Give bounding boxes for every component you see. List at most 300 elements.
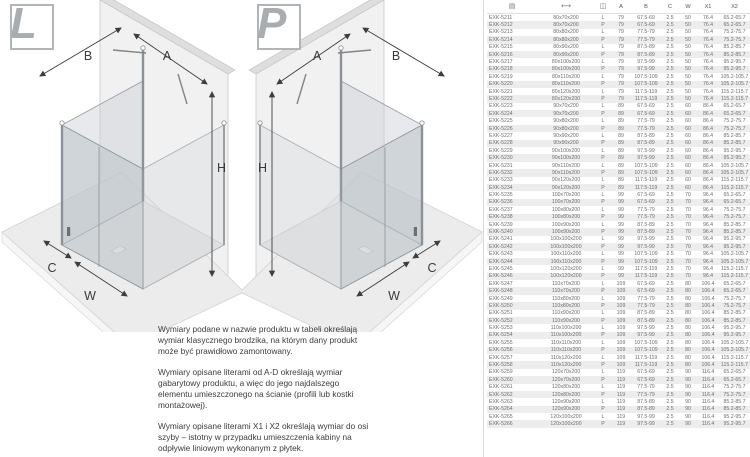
- dim-x2-cell: 65.2-65.7: [723, 192, 746, 199]
- dim-b-cell: 97.5-99: [637, 147, 655, 154]
- side-cell: L: [601, 295, 605, 302]
- dimensions-icon: ⟷: [560, 3, 572, 10]
- dim-c-cell: 2.5: [666, 118, 674, 125]
- dim-a-cell: 79: [618, 29, 624, 36]
- dim-b-cell: 117.5-119: [634, 354, 658, 361]
- dim-a-cell: 89: [618, 118, 624, 125]
- side-cell: L: [601, 132, 605, 139]
- dim-x1-cell: 106.4: [701, 302, 715, 309]
- dim-x2-cell: 115.2-115.7: [721, 273, 748, 280]
- dim-x2-cell: 65.2-65.7: [723, 376, 746, 383]
- dim-c-cell: 2.5: [666, 369, 674, 376]
- dim-c-cell: 2.5: [666, 384, 674, 391]
- dim-b-cell: 87.5-89: [637, 406, 655, 413]
- product-code-cell: EXK-5255: [489, 339, 513, 346]
- dim-x1-cell: 106.4: [701, 310, 715, 317]
- dim-x2-cell: 65.2-65.7: [723, 199, 746, 206]
- dim-w-cell: 60: [685, 125, 691, 132]
- size-cell: 90x90x200: [553, 132, 579, 139]
- dim-x1-cell: 86.4: [702, 177, 714, 184]
- size-cell: 80x80x200: [553, 29, 579, 36]
- table-row: [487, 132, 750, 139]
- right-variant-letter: P: [257, 0, 287, 48]
- dim-c-cell: 2.5: [666, 29, 674, 36]
- dim-b-cell: 97.5-99: [637, 413, 655, 420]
- dim-c-cell: 2.5: [666, 354, 674, 361]
- product-code-cell: EXK-5248: [489, 288, 513, 295]
- table-row: [487, 147, 750, 154]
- product-code-cell: EXK-5243: [489, 251, 513, 258]
- product-code-cell: EXK-5232: [489, 169, 513, 176]
- dim-c-cell: 2.5: [666, 59, 674, 66]
- dim-x1-cell: 96.4: [702, 265, 714, 272]
- table-row: [487, 273, 750, 280]
- dim-x2-cell: 115.2-115.7: [721, 88, 748, 95]
- table-row: [487, 287, 750, 294]
- dim-label-a: A: [312, 49, 322, 63]
- dim-c-cell: 2.5: [666, 81, 674, 88]
- product-code-cell: EXK-5265: [489, 413, 513, 420]
- dim-x1-cell: 106.4: [701, 280, 715, 287]
- dim-x1-cell: 96.4: [702, 229, 714, 236]
- table-row: [487, 251, 750, 258]
- product-code-cell: EXK-5224: [489, 110, 513, 117]
- product-code-cell: EXK-5256: [489, 347, 513, 354]
- dim-a-cell: 99: [618, 258, 624, 265]
- dim-b-cell: 97.5-99: [637, 66, 655, 73]
- product-code-cell: EXK-5244: [489, 258, 513, 265]
- dim-w-cell: 60: [685, 132, 691, 139]
- dim-a-cell: 79: [618, 22, 624, 29]
- dim-c-cell: 2.5: [666, 125, 674, 132]
- table-row: [487, 88, 750, 95]
- side-cell: L: [601, 310, 605, 317]
- dim-label-h: H: [257, 161, 267, 175]
- dim-a-cell: 89: [618, 162, 624, 169]
- dim-x1-cell: 86.4: [702, 140, 714, 147]
- dim-x1-cell: 116.4: [701, 391, 715, 398]
- table-row: [487, 369, 750, 376]
- dim-b-cell: 107.5-109: [634, 258, 658, 265]
- dim-a-cell: 89: [618, 147, 624, 154]
- dim-x1-cell: 76.4: [702, 44, 714, 51]
- dim-a-cell: 99: [618, 206, 624, 213]
- dim-c-cell: 2.5: [666, 214, 674, 221]
- size-cell: 80x120x200: [551, 88, 581, 95]
- dim-a-cell: 119: [616, 384, 626, 391]
- table-row: [487, 44, 750, 51]
- dim-w-cell: 50: [685, 88, 691, 95]
- dim-x1-cell: 96.4: [702, 273, 714, 280]
- table-row: [487, 169, 750, 176]
- dim-w-cell: 80: [685, 354, 691, 361]
- note-paragraph-2: Wymiary opisane literami od A-D określają wymiar gabarytowy produktu, a więc do jego najdalszego elementu umieszczonego na ścianie (profili lub kostki montażowej).: [158, 367, 354, 410]
- dim-x2-cell: 85.2-85.7: [723, 317, 746, 324]
- right-variant-badge: [257, 0, 301, 50]
- table-row: [487, 110, 750, 117]
- table-row: [487, 236, 750, 243]
- dim-x1-cell: 86.4: [702, 184, 714, 191]
- dim-x2-cell: 65.2-65.7: [723, 103, 746, 110]
- table-row: [487, 154, 750, 161]
- dim-b-cell: 77.5-79: [637, 29, 655, 36]
- product-code-cell: EXK-5241: [489, 236, 513, 243]
- product-code-cell: EXK-5218: [489, 66, 513, 73]
- dim-x2-cell: 85.2-85.7: [723, 132, 746, 139]
- dim-c-cell: 2.5: [666, 14, 674, 21]
- dim-x1-cell: 86.4: [702, 110, 714, 117]
- dim-b-cell: 97.5-99: [637, 59, 655, 66]
- dim-a-cell: 109: [616, 354, 626, 361]
- dim-x1-cell: 86.4: [702, 103, 714, 110]
- dim-c-cell: 2.5: [666, 221, 674, 228]
- product-code-cell: EXK-5258: [489, 362, 513, 369]
- product-code-cell: EXK-5239: [489, 221, 513, 228]
- side-cell: L: [601, 384, 605, 391]
- dim-x2-cell: 95.2-95.7: [723, 421, 746, 428]
- dim-x1-cell: 96.4: [702, 206, 714, 213]
- size-cell: 110x70x200: [552, 288, 580, 295]
- side-cell: P: [601, 391, 605, 398]
- size-cell: 100x100x200: [550, 236, 582, 243]
- dim-c-cell: 2.5: [666, 399, 674, 405]
- dim-c-cell: 2.5: [666, 243, 674, 250]
- dim-x1-cell: 86.4: [702, 118, 714, 125]
- dim-b-cell: 97.5-99: [637, 332, 655, 339]
- size-cell: 90x120x200: [551, 184, 581, 191]
- product-code-cell: EXK-5260: [489, 376, 513, 383]
- dim-b-cell: 87.5-89: [637, 317, 655, 324]
- dim-b-cell: 67.5-69: [637, 110, 655, 117]
- dim-c-cell: 2.5: [666, 421, 674, 428]
- size-cell: 110x80x200: [552, 302, 580, 309]
- table-row: [487, 103, 750, 110]
- dim-b-cell: 117.5-119: [634, 177, 658, 184]
- table-row: [487, 117, 750, 124]
- dim-b-cell: 117.5-119: [634, 95, 658, 102]
- col-header-b: B: [644, 3, 648, 10]
- dim-w-cell: 60: [685, 103, 691, 110]
- dim-x2-cell: 85.2-85.7: [723, 229, 746, 236]
- side-cell: P: [601, 229, 605, 236]
- dim-c-cell: 2.5: [666, 258, 674, 265]
- product-code-cell: EXK-5238: [489, 214, 513, 221]
- dim-label-w: W: [388, 289, 400, 303]
- dim-x1-cell: 96.4: [702, 214, 714, 221]
- dim-w-cell: 80: [685, 288, 691, 295]
- dim-b-cell: 97.5-99: [637, 236, 655, 243]
- dim-label-a: A: [162, 49, 172, 63]
- dim-w-cell: 70: [685, 265, 691, 272]
- dim-x1-cell: 96.4: [702, 243, 714, 250]
- product-code-cell: EXK-5227: [489, 132, 513, 139]
- col-header-x1: X1: [704, 3, 712, 10]
- dim-a-cell: 109: [616, 280, 626, 287]
- table-row: [487, 14, 750, 21]
- dim-x1-cell: 106.4: [701, 362, 715, 369]
- dim-x2-cell: 115.2-115.7: [721, 177, 748, 184]
- dim-x2-cell: 115.2-115.7: [721, 354, 748, 361]
- size-cell: 90x70x200: [553, 110, 579, 117]
- table-row: [487, 317, 750, 324]
- dim-a-cell: 89: [618, 177, 624, 184]
- dim-b-cell: 117.5-119: [634, 273, 658, 280]
- side-cell: L: [601, 14, 605, 21]
- size-cell: 110x70x200: [552, 280, 580, 287]
- dim-w-cell: 80: [685, 295, 691, 302]
- dim-w-cell: 80: [685, 302, 691, 309]
- size-cell: 110x100x200: [550, 325, 582, 332]
- dim-b-cell: 87.5-89: [637, 310, 655, 317]
- dim-x2-cell: 75.2-75.7: [723, 214, 746, 221]
- size-cell: 100x100x200: [550, 243, 582, 250]
- dim-c-cell: 2.5: [666, 206, 674, 213]
- dim-w-cell: 60: [685, 140, 691, 147]
- dim-a-cell: 89: [618, 140, 624, 147]
- dim-x1-cell: 76.4: [702, 95, 714, 102]
- dim-b-cell: 107.5-109: [634, 339, 658, 346]
- dim-b-cell: 107.5-109: [634, 347, 658, 354]
- size-cell: 110x100x200: [550, 332, 582, 339]
- side-cell: P: [601, 362, 605, 369]
- dim-w-cell: 50: [685, 36, 691, 43]
- col-header-c: C: [667, 3, 673, 10]
- size-cell: 100x110x200: [550, 251, 582, 258]
- side-cell: L: [601, 59, 605, 66]
- size-cell: 110x80x200: [552, 295, 580, 302]
- side-cell: P: [601, 376, 605, 383]
- side-cell: L: [601, 325, 605, 332]
- side-cell: P: [601, 95, 605, 102]
- size-cell: 90x120x200: [551, 177, 581, 184]
- dim-b-cell: 67.5-69: [637, 376, 655, 383]
- size-cell: 100x70x200: [551, 199, 581, 206]
- dim-c-cell: 2.5: [666, 22, 674, 29]
- dim-w-cell: 90: [685, 421, 691, 428]
- dim-x2-cell: 75.2-75.7: [723, 295, 746, 302]
- dim-x1-cell: 76.4: [702, 59, 714, 66]
- product-code-cell: EXK-5211: [489, 14, 513, 21]
- dim-x2-cell: 95.2-95.7: [723, 66, 746, 73]
- dim-c-cell: 2.5: [666, 347, 674, 354]
- dim-b-cell: 77.5-79: [637, 295, 655, 302]
- side-cell: L: [601, 399, 605, 405]
- dim-x2-cell: 95.2-95.7: [723, 243, 746, 250]
- dim-c-cell: 2.5: [666, 103, 674, 110]
- dim-a-cell: 99: [618, 251, 624, 258]
- dim-w-cell: 60: [685, 155, 691, 162]
- size-cell: 80x70x200: [553, 14, 579, 21]
- dim-x2-cell: 85.2-85.7: [723, 140, 746, 147]
- dim-x1-cell: 86.4: [702, 147, 714, 154]
- side-cell: L: [601, 251, 605, 258]
- product-code-cell: EXK-5254: [489, 332, 513, 339]
- dim-w-cell: 80: [685, 339, 691, 346]
- dim-a-cell: 79: [618, 95, 624, 102]
- table-row: [487, 73, 750, 80]
- dim-c-cell: 2.5: [666, 140, 674, 147]
- size-cell: 80x90x200: [553, 44, 579, 51]
- dim-b-cell: 87.5-89: [637, 140, 655, 147]
- dim-x1-cell: 106.4: [701, 325, 715, 332]
- dim-a-cell: 79: [618, 81, 624, 88]
- door-handle: [414, 227, 417, 236]
- dim-b-cell: 77.5-79: [637, 384, 655, 391]
- dim-b-cell: 77.5-79: [637, 302, 655, 309]
- dim-x2-cell: 85.2-85.7: [723, 310, 746, 317]
- dim-a-cell: 79: [618, 14, 624, 21]
- dim-w-cell: 70: [685, 273, 691, 280]
- note-paragraph-1: Wymiary podane w nazwie produktu w tabeli określają wymiar klasycznego brodzika, na którym dany produkt może być prawidłowo zamontowany.: [158, 324, 358, 356]
- product-code-cell: EXK-5240: [489, 229, 513, 236]
- product-code-cell: EXK-5221: [489, 88, 513, 95]
- size-cell: 90x90x200: [553, 140, 579, 147]
- product-code-cell: EXK-5223: [489, 103, 513, 110]
- dim-label-c: C: [47, 261, 57, 275]
- side-cell: P: [601, 258, 605, 265]
- dim-b-cell: 97.5-99: [637, 243, 655, 250]
- size-cell: 90x80x200: [553, 125, 579, 132]
- dim-x2-cell: 75.2-75.7: [723, 206, 746, 213]
- product-code-cell: EXK-5215: [489, 44, 513, 51]
- size-cell: 110x110x200: [550, 339, 582, 346]
- dim-a-cell: 99: [618, 273, 624, 280]
- table-row: [487, 406, 750, 413]
- side-cell: L: [601, 177, 605, 184]
- side-cell: L: [601, 221, 605, 228]
- size-cell: 110x120x200: [550, 362, 582, 369]
- dim-a-cell: 99: [618, 221, 624, 228]
- size-cell: 80x80x200: [553, 36, 579, 43]
- dim-x2-cell: 95.2-95.7: [723, 413, 746, 420]
- dim-x1-cell: 116.4: [701, 406, 715, 413]
- dim-a-cell: 99: [618, 265, 624, 272]
- product-code-cell: EXK-5217: [489, 59, 513, 66]
- table-row: [487, 384, 750, 391]
- dim-x2-cell: 95.2-95.7: [723, 59, 746, 66]
- dim-c-cell: 2.5: [666, 132, 674, 139]
- dim-c-cell: 2.5: [666, 155, 674, 162]
- table-row: [487, 302, 750, 309]
- dim-w-cell: 90: [685, 369, 691, 376]
- product-code-cell: EXK-5236: [489, 199, 513, 206]
- dim-x2-cell: 75.2-75.7: [723, 384, 746, 391]
- dim-x1-cell: 106.4: [701, 317, 715, 324]
- dim-c-cell: 2.5: [666, 391, 674, 398]
- product-code-cell: EXK-5251: [489, 310, 513, 317]
- dim-w-cell: 60: [685, 177, 691, 184]
- size-cell: 120x80x200: [551, 391, 581, 398]
- table-row: [487, 125, 750, 132]
- dim-b-cell: 77.5-79: [637, 118, 655, 125]
- dim-w-cell: 90: [685, 399, 691, 405]
- dim-w-cell: 70: [685, 214, 691, 221]
- dim-x1-cell: 106.4: [701, 295, 715, 302]
- dim-w-cell: 80: [685, 332, 691, 339]
- dim-b-cell: 87.5-89: [637, 51, 655, 58]
- dim-b-cell: 97.5-99: [637, 155, 655, 162]
- dim-w-cell: 80: [685, 362, 691, 369]
- side-cell: P: [601, 169, 605, 176]
- dim-a-cell: 99: [618, 214, 624, 221]
- note-paragraph-3: Wymiary opisane literami X1 i X2 określają wymiar do osi szyby – istotny w przypadku umieszczenia kabiny na odpływie liniowym wykonanym z płytek.: [158, 421, 369, 453]
- dim-w-cell: 70: [685, 258, 691, 265]
- dim-w-cell: 90: [685, 384, 691, 391]
- dim-w-cell: 90: [685, 391, 691, 398]
- dim-x1-cell: 76.4: [702, 36, 714, 43]
- product-code-cell: EXK-5250: [489, 302, 513, 309]
- dim-b-cell: 87.5-89: [637, 44, 655, 51]
- dim-x1-cell: 106.4: [701, 332, 715, 339]
- dim-c-cell: 2.5: [666, 302, 674, 309]
- dim-a-cell: 99: [618, 192, 624, 199]
- dim-x2-cell: 75.2-75.7: [723, 36, 746, 43]
- side-cell: P: [601, 51, 605, 58]
- dim-a-cell: 119: [616, 421, 626, 428]
- size-cell: 90x70x200: [553, 103, 579, 110]
- dim-x2-cell: 105.2-105.7: [720, 347, 749, 354]
- dim-b-cell: 107.5-109: [634, 73, 658, 80]
- table-row: [487, 258, 750, 265]
- side-cell: L: [601, 88, 605, 95]
- dim-b-cell: 67.5-69: [637, 192, 655, 199]
- side-cell: L: [601, 413, 605, 420]
- dim-w-cell: 70: [685, 199, 691, 206]
- dim-c-cell: 2.5: [666, 280, 674, 287]
- side-cell: P: [601, 273, 605, 280]
- table-row: [487, 339, 750, 346]
- dim-a-cell: 79: [618, 51, 624, 58]
- dim-w-cell: 50: [685, 44, 691, 51]
- dim-x2-cell: 95.2-95.7: [723, 325, 746, 332]
- dim-w-cell: 60: [685, 184, 691, 191]
- side-cell: L: [601, 354, 605, 361]
- post-cap: [258, 121, 262, 125]
- dim-x2-cell: 95.2-95.7: [723, 147, 746, 154]
- product-code-cell: EXK-5228: [489, 140, 513, 147]
- table-row: [487, 58, 750, 65]
- dim-x2-cell: 75.2-75.7: [723, 302, 746, 309]
- dim-a-cell: 119: [616, 376, 626, 383]
- dim-w-cell: 70: [685, 243, 691, 250]
- size-cell: 100x90x200: [551, 229, 581, 236]
- dim-x2-cell: 95.2-95.7: [723, 155, 746, 162]
- side-cell: L: [601, 192, 605, 199]
- dim-x2-cell: 85.2-85.7: [723, 44, 746, 51]
- dim-w-cell: 50: [685, 59, 691, 66]
- dim-x2-cell: 105.2-105.7: [720, 162, 749, 169]
- side-cell: P: [601, 184, 605, 191]
- dim-a-cell: 79: [618, 59, 624, 66]
- dim-x1-cell: 76.4: [702, 22, 714, 29]
- product-code-cell: EXK-5235: [489, 192, 513, 199]
- dim-w-cell: 70: [685, 229, 691, 236]
- dim-w-cell: 60: [685, 118, 691, 125]
- side-cell: L: [601, 280, 605, 287]
- dim-w-cell: 80: [685, 317, 691, 324]
- dim-b-cell: 87.5-89: [637, 229, 655, 236]
- dim-b-cell: 77.5-79: [637, 125, 655, 132]
- dim-a-cell: 119: [616, 413, 626, 420]
- size-cell: 90x110x200: [552, 169, 580, 176]
- dim-x1-cell: 86.4: [702, 162, 714, 169]
- product-code-icon: ▤: [508, 3, 516, 10]
- section-divider: [483, 0, 484, 457]
- table-row: [487, 398, 750, 405]
- size-cell: 100x90x200: [551, 221, 581, 228]
- dim-x1-cell: 116.4: [701, 369, 715, 376]
- dim-b-cell: 87.5-89: [637, 221, 655, 228]
